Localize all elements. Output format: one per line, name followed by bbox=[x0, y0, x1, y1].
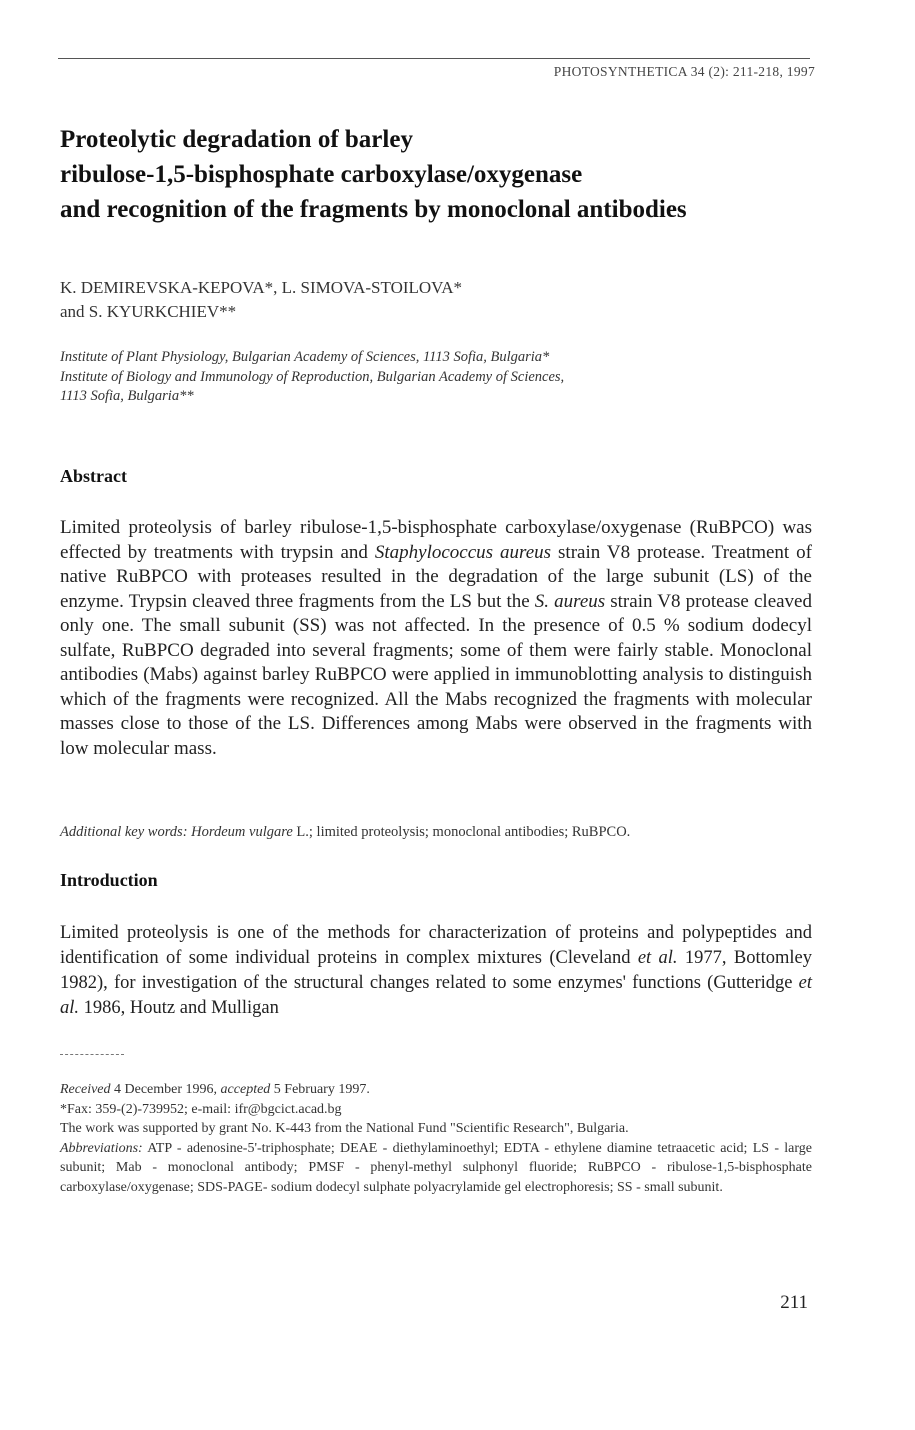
abbreviations-note bbox=[60, 1139, 812, 1198]
species-name: Staphylococcus aureus bbox=[374, 541, 552, 563]
abstract-text: strain V8 protease cleaved only one. The small subunit (SS) was not affected. In the presence of 0.5 % sodium dodecyl sulfate, RuBPCO degraded into several fragments; some of them were fairly stable. Monoclonal antibodies (Mabs) against barley RuBPCO were applied in immunoblotting analysis to distinguish which of the fragments were recognized. All the Mabs recognized the fragments with molecular masses close to those of the LS. Differences among Mabs were observed in the fragments with low molecular mass. bbox=[60, 590, 812, 759]
article-title bbox=[60, 122, 860, 227]
abstract-body bbox=[60, 516, 812, 761]
fax-note: *Fax: 359-(2)-739952; e-mail: ifr@bgcict.acad.bg bbox=[60, 1101, 342, 1117]
et-al: et al. bbox=[637, 948, 678, 968]
key-words bbox=[60, 824, 820, 841]
abbreviations-label: Abbreviations: bbox=[60, 1140, 143, 1156]
received-date: 4 December 1996, bbox=[110, 1082, 221, 1097]
species-name-short: S. aureus bbox=[534, 590, 606, 612]
received-label: Received bbox=[60, 1082, 111, 1097]
introduction-body bbox=[60, 921, 812, 1021]
page-number: 211 bbox=[780, 1292, 808, 1313]
affiliation-line: Institute of Plant Physiology, Bulgarian Academy of Sciences, 1113 Sofia, Bulgaria* bbox=[60, 349, 550, 365]
intro-text: 1986, Houtz and Mulligan bbox=[79, 998, 279, 1018]
header-rule bbox=[58, 58, 810, 59]
accepted-label: accepted bbox=[220, 1082, 271, 1097]
title-line: Proteolytic degradation of barley bbox=[60, 126, 413, 153]
keywords-list: L.; limited proteolysis; monoclonal antibodies; RuBPCO. bbox=[292, 824, 631, 840]
journal-citation: PHOTOSYNTHETICA 34 (2): 211-218, 1997 bbox=[553, 64, 815, 79]
abstract-heading: Abstract bbox=[60, 466, 127, 486]
title-line: and recognition of the fragments by monoclonal antibodies bbox=[60, 196, 687, 223]
affiliation-line: 1113 Sofia, Bulgaria** bbox=[60, 388, 194, 404]
et-al: et al. bbox=[60, 973, 812, 1018]
keywords-label: Additional key words: bbox=[60, 824, 192, 840]
author-line: K. DEMIREVSKA-KEPOVA*, L. SIMOVA-STOILOVA* bbox=[60, 278, 463, 297]
intro-text: Limited proteolysis is one of the methods for characterization of proteins and polypeptides and identification of some individual proteins in complex mixtures (Cleveland bbox=[60, 923, 812, 968]
affiliation-line: Institute of Biology and Immunology of Reproduction, Bulgarian Academy of Sciences, bbox=[60, 368, 565, 385]
footnotes bbox=[60, 1080, 812, 1197]
author-list bbox=[60, 276, 462, 324]
grant-note: The work was supported by grant No. K-443 from the National Fund "Scientific Research", Bulgaria. bbox=[60, 1121, 629, 1136]
abbreviations-text: ATP - adenosine-5'-triphosphate; DEAE - diethylaminoethyl; EDTA - ethylene diamine tetraacetic acid; LS - large subunit; Mab - monoclonal antibody; PMSF - phenyl-methyl sulphonyl fluoride; RuBPCO - ribulose-1,5-bisphosphate carboxylase/oxygenase; SDS-PAGE- sodium dodecyl sulphate polyacrylamide gel electrophoresis; SS - small subunit. bbox=[60, 1140, 812, 1195]
abstract-text: Limited proteolysis of barley ribulose-1,5-bisphosphate carboxylase/oxygenase (RuBPCO) was effected by treatments with trypsin and bbox=[60, 517, 812, 563]
title-line: ribulose-1,5-bisphosphate carboxylase/oxygenase bbox=[60, 161, 583, 188]
affiliations bbox=[60, 348, 564, 407]
intro-text: 1977, Bottomley 1982), for investigation of the structural changes related to some enzymes' functions (Gutteridge bbox=[60, 948, 812, 993]
footnote-rule bbox=[60, 1054, 124, 1055]
introduction-heading: Introduction bbox=[60, 870, 158, 890]
abstract-text: strain V8 protease. Treatment of native RuBPCO with proteases resulted in the degradation of the large subunit (LS) of the enzyme. Trypsin cleaved three fragments from the LS but the bbox=[60, 541, 812, 612]
accepted-date: 5 February 1997. bbox=[270, 1082, 370, 1097]
keyword-species: Hordeum vulgare bbox=[191, 824, 293, 840]
received-note bbox=[60, 1080, 812, 1100]
author-line: and S. KYURKCHIEV** bbox=[60, 302, 237, 321]
